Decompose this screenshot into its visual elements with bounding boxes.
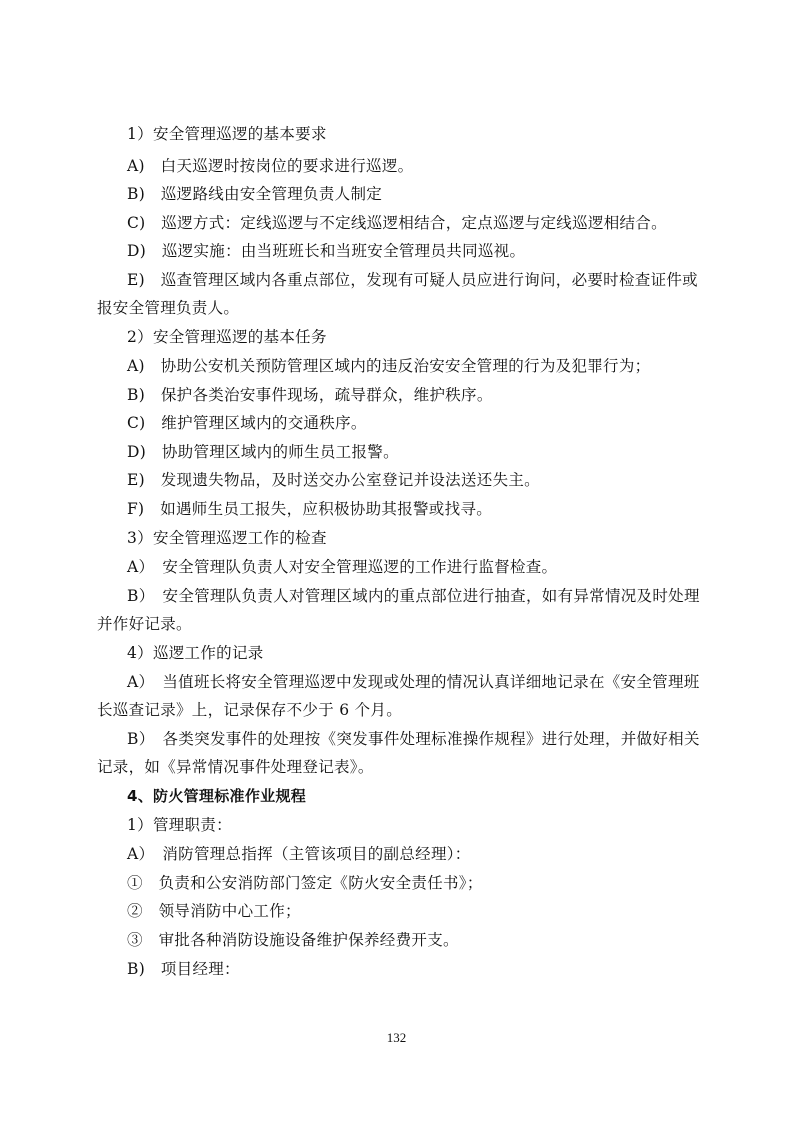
- page-number: 132: [386, 1030, 407, 1045]
- text-line: B) 项目经理：: [127, 960, 240, 978]
- text-line: B） 各类突发事件的处理按《突发事件处理标准操作规程》进行处理，并做好相关: [127, 730, 700, 748]
- text-line: C) 维护管理区域内的交通秩序。: [127, 414, 367, 432]
- text-line: A) 白天巡逻时按岗位的要求进行巡逻。: [127, 157, 414, 175]
- text-line: 报安全管理负责人。: [97, 299, 240, 317]
- text-line: B) 保护各类治安事件现场，疏导群众，维护秩序。: [127, 386, 493, 404]
- section-heading: 3）安全管理巡逻工作的检查: [127, 529, 327, 547]
- text-line: B） 安全管理队负责人对管理区域内的重点部位进行抽查，如有异常情况及时处理: [127, 587, 700, 605]
- text-line: A) 协助公安机关预防管理区域内的违反治安安全管理的行为及犯罪行为；: [127, 357, 651, 375]
- section-heading: 1）安全管理巡逻的基本要求: [127, 125, 327, 143]
- text-line: A） 安全管理队负责人对安全管理巡逻的工作进行监督检查。: [127, 558, 558, 576]
- text-line: 长巡查记录》上，记录保存不少于 6 个月。: [97, 701, 403, 719]
- text-line: 并作好记录。: [97, 615, 192, 633]
- text-line: E) 发现遗失物品，及时送交办公室登记并设法送还失主。: [127, 471, 540, 489]
- text-line: A） 消防管理总指挥（主管该项目的副总经理）：: [127, 845, 471, 863]
- text-line: E) 巡查管理区域内各重点部位，发现有可疑人员应进行询问，必要时检查证件或: [127, 271, 698, 289]
- text-line: ③ 审批各种消防设施设备维护保养经费开支。: [127, 931, 459, 949]
- text-line: 记录，如《异常情况事件处理登记表》。: [97, 758, 374, 776]
- section-heading: 2）安全管理巡逻的基本任务: [127, 328, 327, 346]
- section-heading: 4）巡逻工作的记录: [127, 644, 264, 662]
- text-line: ① 负责和公安消防部门签定《防火安全责任书》；: [127, 874, 483, 892]
- text-line: B) 巡逻路线由安全管理负责人制定: [127, 185, 383, 203]
- text-line: ② 领导消防中心工作；: [127, 902, 301, 920]
- chapter-heading: 4、防火管理标准作业规程: [127, 787, 307, 805]
- section-heading: 1）管理职责：: [127, 816, 232, 834]
- text-line: C) 巡逻方式：定线巡逻与不定线巡逻相结合，定点巡逻与定线巡逻相结合。: [127, 214, 667, 232]
- text-line: D) 协助管理区域内的师生员工报警。: [127, 443, 399, 461]
- text-line: F) 如遇师生员工报失，应积极协助其报警或找寻。: [127, 500, 493, 518]
- text-line: A） 当值班长将安全管理巡逻中发现或处理的情况认真详细地记录在《安全管理班: [127, 673, 700, 691]
- text-line: D) 巡逻实施：由当班班长和当班安全管理员共同巡视。: [127, 242, 526, 260]
